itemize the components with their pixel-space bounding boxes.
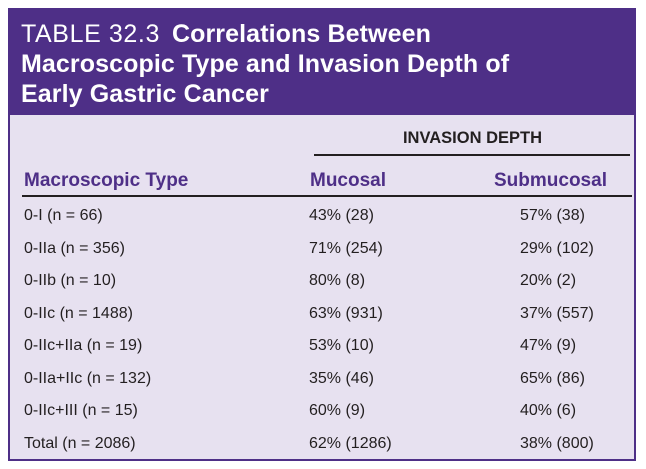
cell-macroscopic-type: 0-IIb (n = 10) xyxy=(24,272,117,289)
column-header-macroscopic-type: Macroscopic Type xyxy=(24,170,189,191)
cell-macroscopic-type: 0-IIc (n = 1488) xyxy=(24,304,133,322)
cell-mucosal: 43% (28) xyxy=(309,207,374,224)
column-header-mucosal: Mucosal xyxy=(310,170,387,191)
cell-mucosal: 80% (8) xyxy=(309,272,366,289)
cell-macroscopic-type: 0-IIc+IIa (n = 19) xyxy=(24,337,143,354)
table-number: TABLE 32.3 xyxy=(21,20,160,48)
cell-mucosal: 63% (931) xyxy=(309,304,383,322)
cell-mucosal: 71% (254) xyxy=(309,239,383,257)
cell-submucosal: 37% (557) xyxy=(520,304,594,322)
table-row xyxy=(10,299,634,332)
invasion-depth-group-header: INVASION DEPTH xyxy=(402,129,543,147)
table-body xyxy=(10,201,634,461)
title-line-2: Macroscopic Type and Invasion Depth of xyxy=(21,50,510,78)
title-line-3: Early Gastric Cancer xyxy=(21,80,269,108)
table-row xyxy=(10,266,634,299)
cell-mucosal: 53% (10) xyxy=(309,337,374,354)
table-row xyxy=(10,234,634,267)
table-row-total xyxy=(10,429,634,462)
table-row xyxy=(10,364,634,397)
title-line-1 xyxy=(21,19,634,49)
cell-submucosal: 40% (6) xyxy=(520,402,577,419)
cell-mucosal: 60% (9) xyxy=(309,402,366,419)
cell-submucosal: 47% (9) xyxy=(520,337,577,354)
cell-macroscopic-type: 0-I (n = 66) xyxy=(24,207,103,224)
cell-submucosal: 29% (102) xyxy=(520,239,594,257)
column-header-submucosal: Submucosal xyxy=(494,170,607,191)
cell-mucosal: 62% (1286) xyxy=(309,434,392,452)
column-header-rule xyxy=(22,195,632,197)
table-title-part-1: Correlations Between xyxy=(171,20,431,48)
cell-macroscopic-type: 0-IIa+IIc (n = 132) xyxy=(24,369,152,387)
cell-macroscopic-type: 0-IIa (n = 356) xyxy=(24,239,125,257)
table-row xyxy=(10,201,634,234)
cell-submucosal: 38% (800) xyxy=(520,434,594,452)
table-frame xyxy=(8,8,636,461)
cell-mucosal: 35% (46) xyxy=(309,369,374,387)
cell-submucosal: 57% (38) xyxy=(520,207,585,224)
cell-macroscopic-type: Total (n = 2086) xyxy=(24,434,136,452)
table-row xyxy=(10,331,634,364)
table-row xyxy=(10,396,634,429)
cell-submucosal: 65% (86) xyxy=(520,369,585,387)
cell-macroscopic-type: 0-IIc+III (n = 15) xyxy=(24,402,138,419)
cell-submucosal: 20% (2) xyxy=(520,272,577,289)
table-header xyxy=(10,10,634,115)
group-header-rule xyxy=(314,154,630,156)
